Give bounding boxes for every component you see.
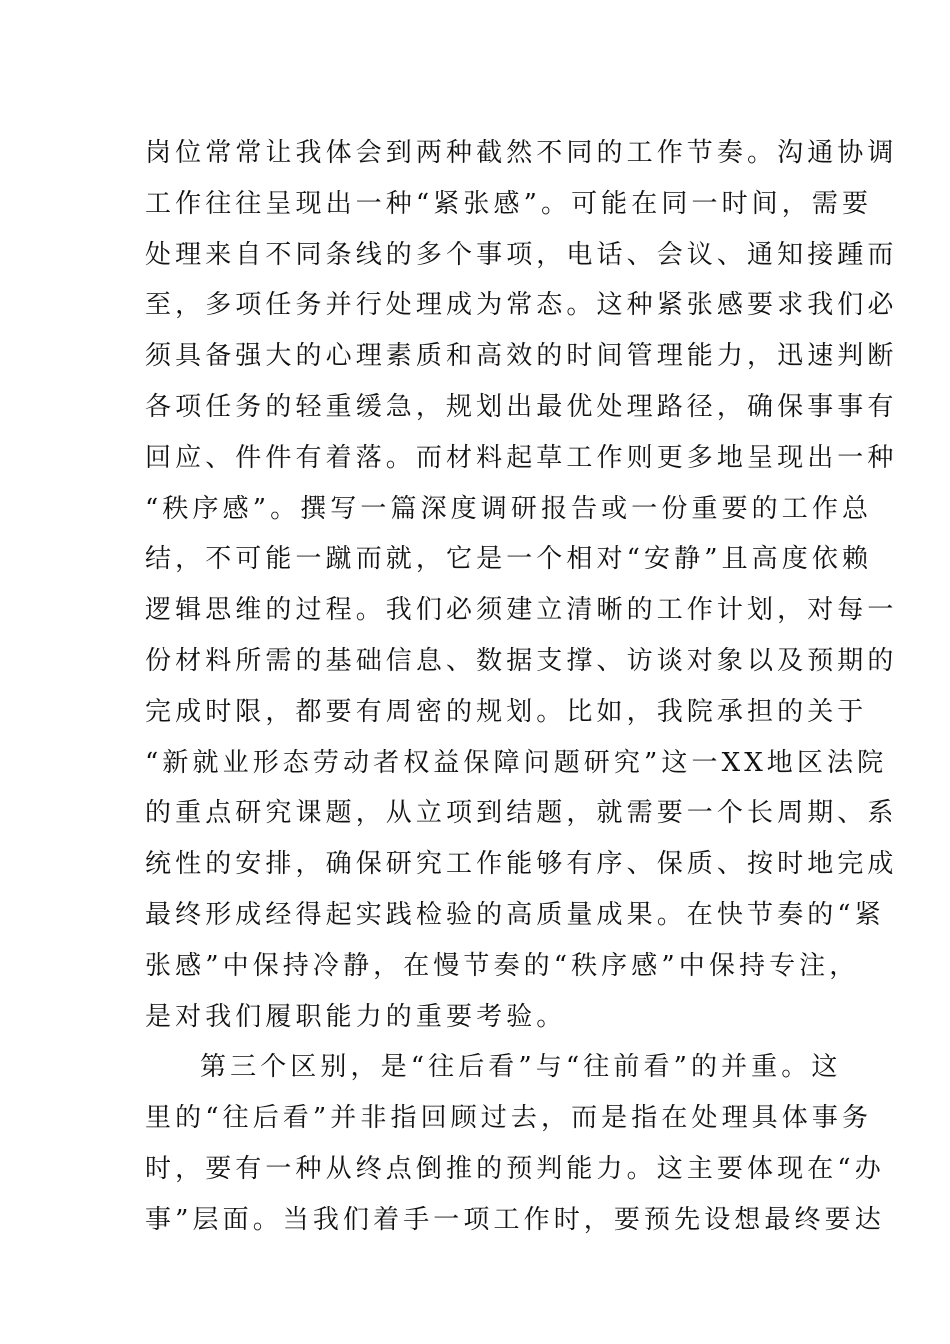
body-text	[145, 128, 898, 1246]
paragraph-start-line: 第三个区别，是“往后看”与“往前看”的并重。这	[200, 1052, 842, 1083]
text-line: 岗位常常让我体会到两种截然不同的工作节奏。沟通协调	[145, 138, 898, 168]
text-line: 的重点研究课题，从立项到结题，就需要一个长周期、系	[145, 798, 898, 829]
text-line: 结，不可能一蹴而就，它是一个相对“安静”且高度依赖	[145, 544, 873, 575]
text-line: 最终形成经得起实践检验的高质量成果。在快节奏的“紧	[145, 899, 885, 930]
text-line: 张感”中保持冷静，在慢节奏的“秩序感”中保持专注，	[145, 950, 860, 981]
text-line: 回应、件件有着落。而材料起草工作则更多地呈现出一种	[145, 442, 898, 473]
text-line: 统性的安排，确保研究工作能够有序、保质、按时地完成	[145, 849, 898, 880]
text-line: 须具备强大的心理素质和高效的时间管理能力，迅速判断	[145, 341, 898, 372]
text-line: 是对我们履职能力的重要考验。	[145, 1001, 567, 1032]
text-line: 工作往往呈现出一种“紧张感”。可能在同一时间，需要	[145, 188, 873, 219]
text-line: 事”层面。当我们着手一项工作时，要预先设想最终要达	[145, 1204, 885, 1235]
text-line: 至，多项任务并行处理成为常态。这种紧张感要求我们必	[145, 290, 898, 321]
text-line: 里的“往后看”并非指回顾过去，而是指在处理具体事务	[145, 1103, 873, 1134]
text-line: 完成时限，都要有周密的规划。比如，我院承担的关于	[145, 696, 868, 727]
text-line: “新就业形态劳动者权益保障问题研究”这一XX地区法院	[145, 747, 888, 778]
text-line: “秩序感”。撰写一篇深度调研报告或一份重要的工作总	[145, 493, 873, 524]
text-line: 逻辑思维的过程。我们必须建立清晰的工作计划，对每一	[145, 595, 898, 626]
text-line: 各项任务的轻重缓急，规划出最优处理路径，确保事事有	[145, 391, 898, 422]
text-line: 处理来自不同条线的多个事项，电话、会议、通知接踵而	[145, 239, 898, 270]
text-line: 时，要有一种从终点倒推的预判能力。这主要体现在“办	[145, 1153, 885, 1184]
text-line: 份材料所需的基础信息、数据支撑、访谈对象以及预期的	[145, 645, 898, 676]
